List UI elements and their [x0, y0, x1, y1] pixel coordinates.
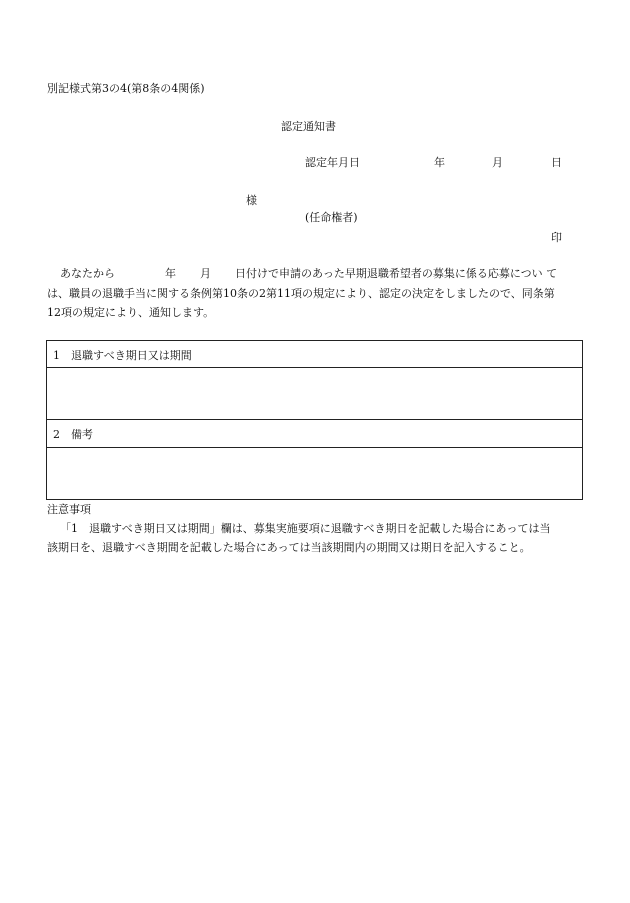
seal-mark: 印	[551, 231, 562, 244]
notes-line2: 該期日を、退職すべき期間を記載した場合にあっては当該期間内の期間又は期日を記入すること。	[47, 541, 531, 554]
date-label: 認定年月日	[305, 156, 360, 169]
body-prefix: あなたから	[60, 267, 115, 280]
section-2-header	[46, 419, 583, 448]
document-title: 認定通知書	[281, 120, 336, 133]
section-1-field[interactable]	[46, 367, 583, 420]
notes-line1: 「1 退職すべき期日又は期間」欄は、募集実施要項に退職すべき期日を記載した場合にあっては当	[60, 522, 551, 535]
appointer-label: (任命権者)	[305, 211, 358, 224]
date-year: 年	[434, 156, 445, 169]
section-2-label: 2 備考	[53, 428, 93, 441]
body-month: 月	[200, 267, 211, 280]
section-1-header	[46, 340, 583, 368]
addressee-suffix: 様	[246, 194, 257, 207]
body-line3: 12項の規定により、通知します。	[47, 306, 215, 319]
body-line2: は、職員の退職手当に関する条例第10条の2第11項の規定により、認定の決定をしましたので、同条第	[47, 287, 555, 300]
date-day: 日	[551, 156, 562, 169]
date-month: 月	[492, 156, 503, 169]
form-label: 別記様式第3の4(第8条の4関係)	[47, 82, 205, 95]
section-2-field[interactable]	[46, 447, 583, 500]
body-line1-rest: 日付けで申請のあった早期退職希望者の募集に係る応募につい て	[235, 267, 558, 280]
notes-heading: 注意事項	[47, 503, 91, 516]
section-1-label: 1 退職すべき期日又は期間	[53, 349, 192, 362]
body-year: 年	[165, 267, 176, 280]
